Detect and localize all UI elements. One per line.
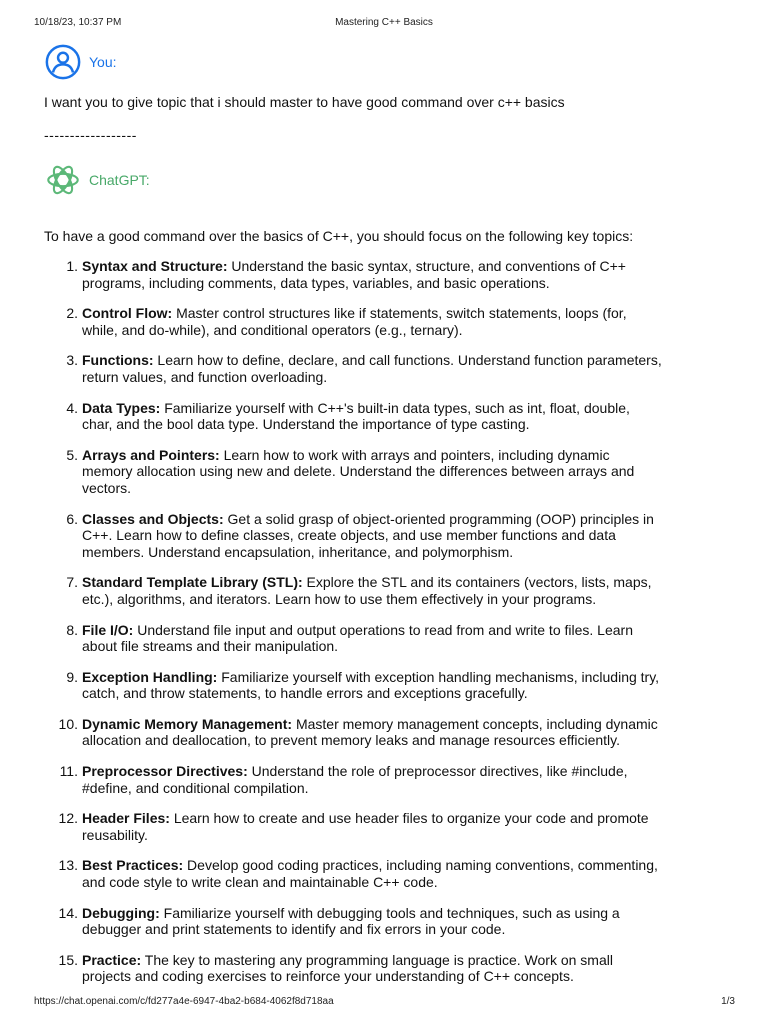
topic-title: Standard Template Library (STL): bbox=[82, 574, 303, 591]
topic-text: Develop good coding practices, including naming conventions, commenting, bbox=[183, 857, 658, 874]
user-speaker bbox=[44, 43, 117, 81]
topic-number: 11. bbox=[59, 763, 78, 780]
topic-item bbox=[44, 905, 730, 938]
topic-text: #define, and conditional compilation. bbox=[82, 779, 309, 796]
topic-title: Debugging: bbox=[82, 904, 160, 921]
topic-number: 6. bbox=[66, 510, 78, 527]
topic-number: 10. bbox=[58, 715, 78, 732]
topic-text: members. Understand encapsulation, inheritance, and polymorphism. bbox=[82, 543, 514, 560]
topic-number: 9. bbox=[66, 668, 78, 685]
topic-text: Learn how to create and use header files to organize your code and promote bbox=[169, 810, 649, 827]
topic-number: 7. bbox=[66, 574, 78, 591]
topic-item bbox=[44, 447, 730, 497]
topic-title: Header Files: bbox=[82, 810, 170, 827]
topic-text: allocation and deallocation, to prevent memory leaks and manage resources efficiently. bbox=[82, 732, 621, 749]
topic-title: Dynamic Memory Management: bbox=[82, 715, 293, 732]
topic-title: Classes and Objects: bbox=[82, 510, 224, 527]
topic-text: Understand file input and output operations to read from and write to files. Learn bbox=[133, 621, 633, 638]
topic-item bbox=[44, 400, 730, 433]
user-name: You: bbox=[89, 54, 117, 70]
topic-text: memory allocation using new and delete. Understand the differences between arrays and bbox=[82, 463, 635, 480]
topic-text: about file streams and their manipulation. bbox=[82, 638, 339, 655]
topic-title: Data Types: bbox=[82, 399, 161, 416]
topic-text: return values, and function overloading. bbox=[82, 368, 328, 385]
topic-title: Syntax and Structure: bbox=[82, 258, 228, 274]
topic-item bbox=[44, 669, 730, 702]
topic-text: Get a solid grasp of object-oriented programming (OOP) principles in bbox=[223, 510, 654, 527]
topic-text: vectors. bbox=[82, 479, 132, 496]
topic-item bbox=[44, 857, 730, 890]
topic-item bbox=[44, 511, 730, 561]
print-date: 10/18/23, 10:37 PM bbox=[34, 17, 122, 28]
topic-title: Functions: bbox=[82, 352, 154, 369]
topic-number: 14. bbox=[58, 904, 78, 921]
assistant-speaker bbox=[44, 161, 150, 199]
topic-item bbox=[44, 622, 730, 655]
topic-title: Best Practices: bbox=[82, 857, 184, 874]
topic-text: debugger and print statements to identify and fix errors in your code. bbox=[82, 921, 506, 938]
topic-item bbox=[44, 810, 730, 843]
topic-number: 12. bbox=[58, 810, 78, 827]
topic-text: reusability. bbox=[82, 826, 148, 843]
topic-item bbox=[44, 716, 730, 749]
topic-title: Preprocessor Directives: bbox=[82, 763, 248, 780]
topic-list bbox=[44, 258, 730, 985]
topic-text: Understand the basic syntax, structure, and conventions of C++ bbox=[227, 258, 626, 274]
message-divider: ------------------ bbox=[44, 127, 137, 143]
topic-number: 15. bbox=[58, 951, 78, 968]
topic-item bbox=[44, 352, 730, 385]
topic-text: char, and the bool data type. Understand the importance of type casting. bbox=[82, 416, 530, 433]
topic-text: Familiarize yourself with exception handling mechanisms, including try, bbox=[217, 668, 660, 685]
print-title: Mastering C++ Basics bbox=[335, 17, 433, 28]
topic-text: Master control structures like if statements, switch statements, loops (for, bbox=[172, 305, 627, 322]
topic-text: Understand the role of preprocessor directives, like #include, bbox=[247, 763, 628, 780]
topic-number: 2. bbox=[66, 305, 78, 322]
topic-text: etc.), algorithms, and iterators. Learn how to use them effectively in your programs. bbox=[82, 590, 597, 607]
print-header bbox=[0, 17, 768, 29]
topic-text: and code style to write clean and maintainable C++ code. bbox=[82, 874, 438, 891]
page-url: https://chat.openai.com/c/fd277a4e-6947-4ba2-b684-4062f8d718aa bbox=[34, 996, 334, 1007]
assistant-intro: To have a good command over the basics of C++, you should focus on the following key topics: bbox=[44, 228, 634, 244]
topic-text: Learn how to define, declare, and call functions. Understand function parameters, bbox=[153, 352, 662, 369]
topic-title: Arrays and Pointers: bbox=[82, 446, 220, 463]
topic-item bbox=[44, 574, 730, 607]
user-avatar-icon bbox=[44, 43, 82, 81]
topic-number: 3. bbox=[66, 352, 78, 369]
topic-number: 1. bbox=[66, 258, 78, 274]
topic-text: Familiarize yourself with C++'s built-in data types, such as int, float, double, bbox=[160, 399, 630, 416]
topic-text: Explore the STL and its containers (vectors, lists, maps, bbox=[302, 574, 652, 591]
topic-title: Practice: bbox=[82, 951, 142, 968]
topic-text: C++. Learn how to define classes, create objects, and use member functions and data bbox=[82, 527, 616, 544]
print-footer bbox=[0, 996, 768, 1008]
topic-text: The key to mastering any programming language is practice. Work on small bbox=[141, 951, 613, 968]
topic-text: catch, and throw statements, to handle errors and exceptions gracefully. bbox=[82, 685, 528, 702]
topic-title: Control Flow: bbox=[82, 305, 173, 322]
topic-text: projects and coding exercises to reinforce your understanding of C++ concepts. bbox=[82, 968, 574, 985]
topic-number: 8. bbox=[66, 621, 78, 638]
topic-text: Familiarize yourself with debugging tools and techniques, such as using a bbox=[159, 904, 620, 921]
topic-item bbox=[44, 258, 730, 291]
topic-title: File I/O: bbox=[82, 621, 134, 638]
topic-number: 13. bbox=[58, 857, 78, 874]
topic-number: 5. bbox=[66, 446, 78, 463]
page-number: 1/3 bbox=[721, 996, 735, 1007]
topic-item bbox=[44, 763, 730, 796]
openai-logo-icon bbox=[44, 161, 82, 199]
topic-title: Exception Handling: bbox=[82, 668, 218, 685]
topic-text: Learn how to work with arrays and pointers, including dynamic bbox=[219, 446, 610, 463]
topic-item bbox=[44, 952, 730, 985]
user-message: I want you to give topic that i should master to have good command over c++ basics bbox=[44, 94, 565, 110]
topic-text: Master memory management concepts, including dynamic bbox=[292, 715, 658, 732]
topic-item bbox=[44, 305, 730, 338]
assistant-name: ChatGPT: bbox=[89, 172, 150, 188]
topic-number: 4. bbox=[66, 399, 78, 416]
topic-text: while, and do-while), and conditional operators (e.g., ternary). bbox=[82, 321, 463, 338]
topic-text: programs, including comments, data types, variables, and basic operations. bbox=[82, 274, 550, 291]
